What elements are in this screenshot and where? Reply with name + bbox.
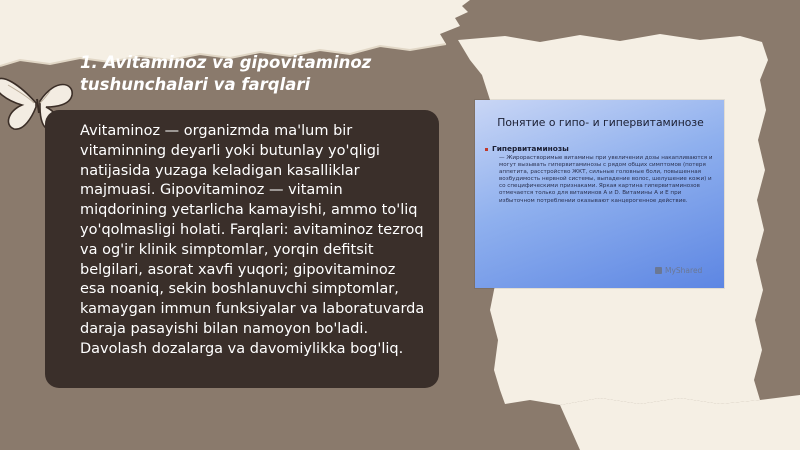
embedded-bullet: [485, 144, 715, 205]
embedded-logo: MyShared: [655, 266, 702, 275]
embedded-slide-title: Понятие о гипо- и гипервитаминозе: [497, 116, 704, 129]
embedded-slide-image: [475, 100, 724, 288]
embedded-bullet-text: — Жирорастворимые витамины при увеличении дозы накапливаются и могут вызывать гипервитаминозы с рядом общих симптомов (потеря аппетита, расстройство ЖКТ, сильные головные боли, повышенная возбудимость нервной системы, выпадение волос, шелушение кожи) и со специфическими признаками. Яркая картина гипервитаминозов отмечается только для витаминов А и D. Витамины А и Е при избыточном потреблении оказывают канцерогенное действие.: [499, 155, 713, 204]
embedded-bullet-heading: Гипервитаминозы: [485, 144, 715, 153]
logo-icon: [655, 267, 662, 274]
bullet-icon: [485, 148, 488, 151]
slide-title: 1. Avitaminoz va gipovitaminoz tushunchalari va farqlari: [80, 53, 372, 94]
body-text: Avitaminoz — organizmda ma'lum bir vitaminning deyarli yoki butunlay yo'qligi natijasida yuzaga keladigan kasalliklar majmuasi. Gipovitaminoz — vitamin miqdorining yetarlicha kamayishi, ammo to'liq yo'qolmasligi holati. Farqlari: avitaminoz tezroq va og'ir klinik simptomlar, yorqin defitsit belgilari, asorat xavfi yuqori; gipovitaminoz esa noaniq, sekin boshlanuvchi simptomlar, kamaygan immun funksiyalar va laboratuvarda daraja pasayishi bilan namoyon bo'ladi. Davolash dozalarga va davomiylikka bog'liq.: [80, 123, 425, 357]
